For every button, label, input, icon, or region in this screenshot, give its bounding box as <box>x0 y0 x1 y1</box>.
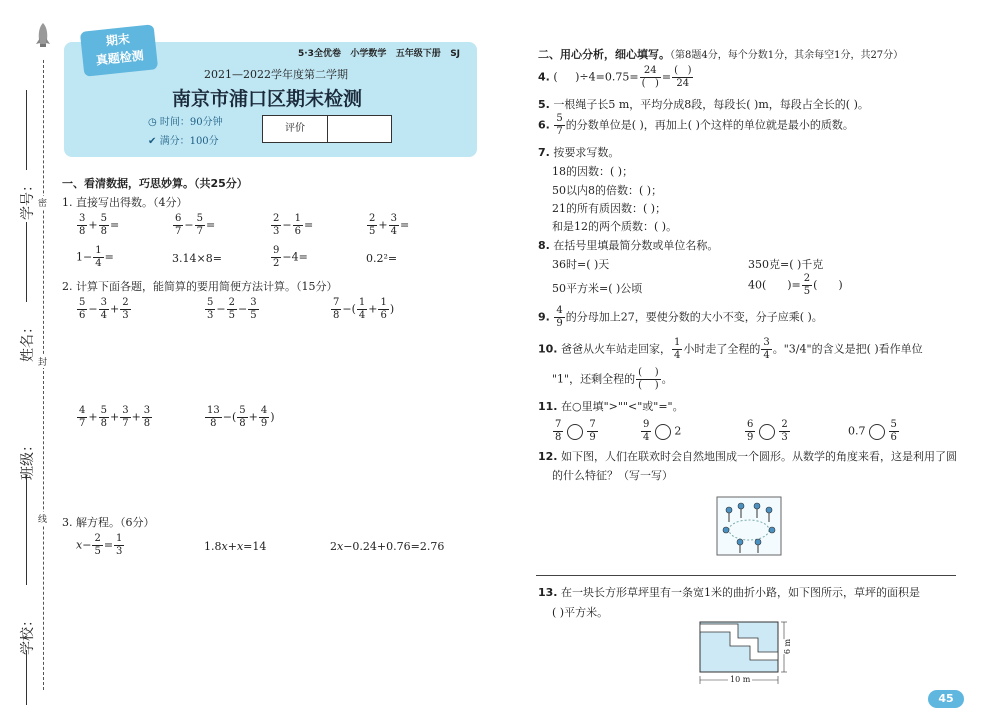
score-row <box>148 132 219 147</box>
name-label: 姓名： <box>20 320 36 362</box>
compare-circle[interactable] <box>869 424 885 440</box>
class-line <box>26 475 27 585</box>
eval-label: 评价 <box>263 116 328 142</box>
q11 <box>538 398 684 414</box>
eq-2: 1.8x+x=14 <box>204 540 267 553</box>
q7-d: 和是12的两个质数：( )。 <box>552 220 678 233</box>
q8 <box>538 237 718 253</box>
q7-num: 7. <box>538 146 550 159</box>
q8-b: 350克=( )千克 <box>748 258 824 271</box>
seal-mi: 密 <box>38 196 47 209</box>
q6-text: 的分数单位是( )，再加上( )个这样的单位就是最小的质数。 <box>565 118 854 132</box>
eval-value[interactable] <box>328 116 391 142</box>
q2-item-3: $\frac{7}{8}$ −( $\frac{1}{4}$ + $\frac{1}{6}$ ) <box>333 297 395 321</box>
q11-num: 11. <box>538 400 558 413</box>
q8-d: 40( )= $\frac{2}{5}$ ( ) <box>748 273 843 297</box>
q8-text: 在括号里填最简分数或单位名称。 <box>553 239 719 252</box>
compare-circle[interactable] <box>567 424 583 440</box>
eq-1: x− $\frac{2}{5}$ = $\frac{1}{3}$ <box>76 533 123 557</box>
score-label: 满分：100分 <box>159 136 219 147</box>
q12 <box>538 448 957 464</box>
q10-line2: "1"，还剩全程的 $\frac{( )}{( )}$ 。 <box>552 367 673 391</box>
q13-num: 13. <box>538 586 558 599</box>
q11-item-3: $\frac{6}{9}$ $\frac{2}{3}$ <box>747 419 788 443</box>
series-line <box>298 46 460 59</box>
q2-item-4: $\frac{4}{7}$ + $\frac{5}{8}$ + $\frac{3}{7}$ + $\frac{3}{8}$ <box>79 405 151 429</box>
q11-item-1: $\frac{7}{8}$ $\frac{7}{9}$ <box>555 419 596 443</box>
check-icon: ✔ <box>148 136 157 147</box>
q6: 6. $\frac{5}{7}$ 的分数单位是( )，再加上( )个这样的单位就是最小的质数。 <box>538 113 854 137</box>
q13 <box>538 584 920 600</box>
q2-heading: 2. 计算下面各题，能简算的要用简便方法计算。（15分） <box>62 280 338 293</box>
q11-text: 在○里填">""<"或"="。 <box>561 400 684 413</box>
seal-feng: 封 <box>38 355 47 368</box>
q11-item-2: $\frac{9}{4}$ 2 <box>643 419 682 443</box>
height-dimension: 6 m <box>783 638 793 655</box>
badge-line2: 真题检测 <box>95 48 145 68</box>
q1-item-8: 0.2²= <box>366 252 398 265</box>
exam-badge <box>80 24 158 76</box>
time-row <box>148 113 223 128</box>
section-2-heading <box>538 46 903 62</box>
compare-circle[interactable] <box>759 424 775 440</box>
q1-heading: 1. 直接写出得数。（4分） <box>62 196 188 209</box>
q5-text: 一根绳子长5 m，平均分成8段，每段长( )m，每段占全长的( )。 <box>553 98 869 111</box>
q7-a: 18的因数：( )； <box>552 165 634 178</box>
q1-item-7: $\frac{9}{2}$ −4= <box>273 245 308 269</box>
q1-item-1: $\frac{3}{8}$ + $\frac{5}{8}$ = <box>79 213 120 237</box>
q5-num: 5. <box>538 98 550 111</box>
q12-line2: 的什么特征？（写一写） <box>552 469 673 482</box>
q6-num: 6. <box>538 118 550 132</box>
q12-a: 如下图，人们在联欢时会自然地围成一个圆形。从数学的角度来看，这是利用了圆 <box>561 450 957 463</box>
q12-num: 12. <box>538 450 558 463</box>
compare-circle[interactable] <box>655 424 671 440</box>
q13-a: 在一块长方形草坪里有一条宽1米的曲折小路，如下图所示，草坪的面积是 <box>561 586 920 599</box>
q10-d: "1"，还剩全程的 <box>552 372 636 386</box>
circle-of-people-illustration <box>716 496 782 556</box>
q1-item-5: 1− $\frac{1}{4}$ = <box>76 245 114 269</box>
rocket-icon <box>34 22 52 52</box>
q1-item-2: $\frac{6}{7}$ − $\frac{5}{7}$ = <box>175 213 216 237</box>
q5 <box>538 96 869 112</box>
page-number: 45 <box>938 692 954 705</box>
q1-item-4: $\frac{2}{5}$ + $\frac{3}{4}$ = <box>369 213 410 237</box>
width-dimension: 10 m <box>730 675 751 684</box>
clock-icon: ◷ <box>148 117 157 128</box>
school-line <box>26 650 27 705</box>
grade: 五年级下册 <box>395 49 441 59</box>
section-1-heading: 一、看清数据，巧思妙算。（共25分） <box>62 177 248 190</box>
q7 <box>538 144 619 160</box>
seal-xian: 线 <box>38 512 47 525</box>
q1-item-6: 3.14×8= <box>172 252 222 265</box>
q4-num: 4. <box>538 70 550 84</box>
school-year: 2021—2022学年度第二学期 <box>204 68 348 81</box>
eq-3: 2x−0.24+0.76=2.76 <box>330 540 445 553</box>
q10-c: 。"3/4"的含义是把( )看作单位 <box>772 342 923 356</box>
q13-line2: ( )平方米。 <box>552 606 609 619</box>
evaluation-box <box>262 115 392 143</box>
school-label: 学校： <box>20 613 36 655</box>
q10-num: 10. <box>538 342 558 356</box>
student-id-label: 学号： <box>20 178 36 220</box>
q8-a: 36时=( )天 <box>552 258 610 271</box>
q2-item-5: $\frac{13}{8}$ −( $\frac{5}{8}$ + $\frac{4}{9}$ ) <box>207 405 275 429</box>
q1-item-3: $\frac{2}{3}$ − $\frac{1}{6}$ = <box>273 213 314 237</box>
q10-a: 爸爸从火车站走回家， <box>561 342 671 356</box>
q7-b: 50以内8的倍数：( )； <box>552 184 663 197</box>
q2-item-2: $\frac{5}{3}$ − $\frac{2}{5}$ − $\frac{3}{5}$ <box>207 297 257 321</box>
q10-b: 小时走了全程的 <box>683 342 761 356</box>
q4: 4. ( )÷4=0.75= $\frac{24}{( )}$ = $\frac{( )}{24}$ <box>538 65 692 89</box>
q2-item-1: $\frac{5}{6}$ − $\frac{3}{4}$ + $\frac{2}{3}$ <box>79 297 129 321</box>
divider-line <box>536 575 956 576</box>
q10: 10. 爸爸从火车站走回家， $\frac{1}{4}$ 小时走了全程的 $\frac{3}{4}$ 。"3/4"的含义是把( )看作单位 <box>538 337 923 361</box>
q9-num: 9. <box>538 310 550 324</box>
q9-text: 的分母加上27，要使分数的大小不变，分子应乘( )。 <box>565 310 823 324</box>
q7-c: 21的所有质因数：( )； <box>552 202 667 215</box>
badge-line1: 期末 <box>105 31 131 49</box>
time-label: 时间：90分钟 <box>159 117 223 128</box>
page-title: 南京市浦口区期末检测 <box>172 88 363 110</box>
student-id-line <box>26 90 27 170</box>
q9: 9. $\frac{4}{9}$ 的分母加上27，要使分数的大小不变，分子应乘( )。 <box>538 305 823 329</box>
q3-heading: 3. 解方程。（6分） <box>62 516 155 529</box>
subject: 小学数学 <box>350 49 387 59</box>
edition: SJ <box>450 49 461 59</box>
q7-text: 按要求写数。 <box>553 146 620 159</box>
q11-item-4: 0.7 $\frac{5}{6}$ <box>848 419 897 443</box>
name-line <box>26 222 27 302</box>
series: 5·3全优卷 <box>298 49 341 59</box>
page-number-badge <box>928 690 964 708</box>
class-label: 班级： <box>20 438 36 480</box>
q8-num: 8. <box>538 239 550 252</box>
section-2-note: （第8题4分，每个分数1分，其余每空1分，共27分） <box>670 50 904 61</box>
binding-line <box>43 60 44 690</box>
q8-c: 50平方米=( )公顷 <box>552 282 643 295</box>
section-2-title: 二、用心分析，细心填写。 <box>538 48 670 61</box>
